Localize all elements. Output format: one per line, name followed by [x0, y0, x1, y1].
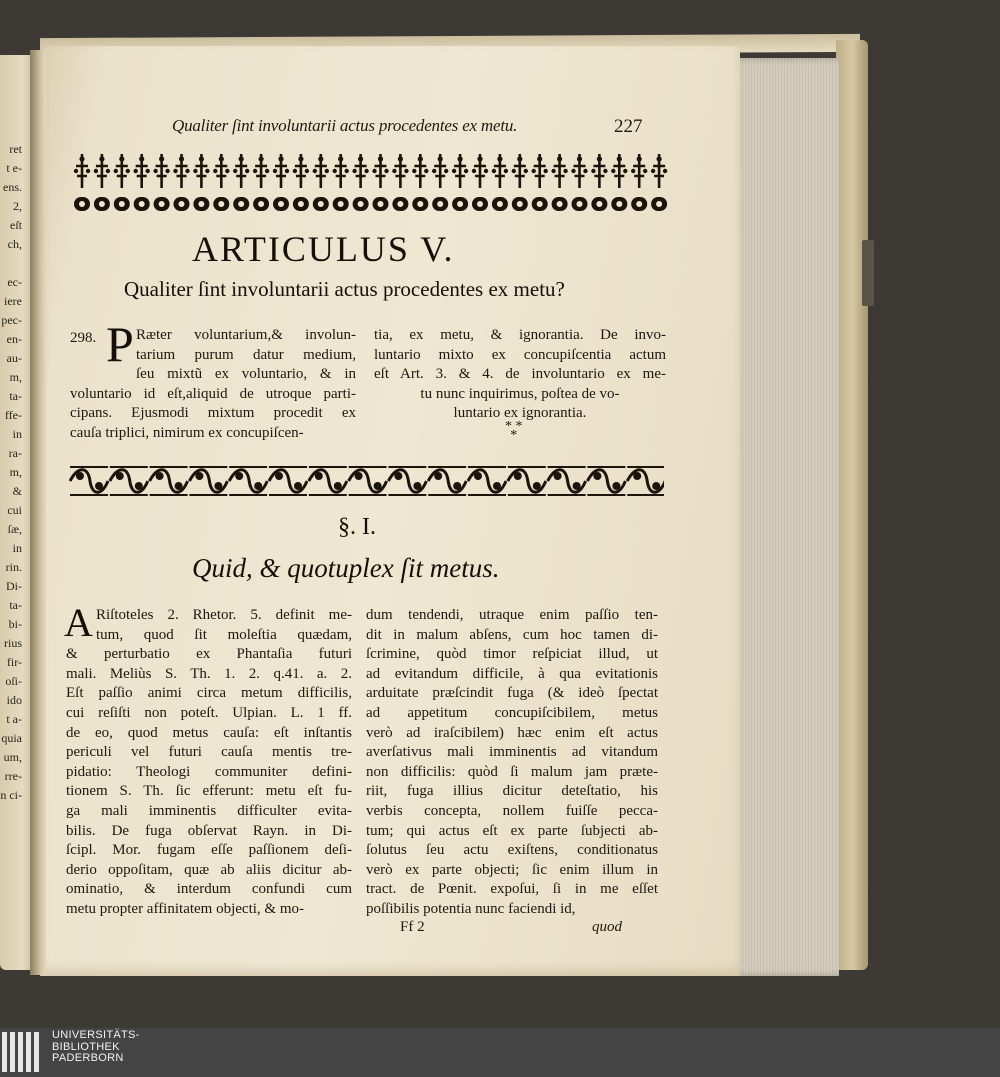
drop-cap-a: A	[64, 600, 93, 645]
text-line: & perturbatio ex Phantaſia futuri	[66, 646, 352, 663]
section-number: §. I.	[338, 514, 376, 540]
bleed-line: ret	[9, 142, 22, 156]
running-header-title: Qualiter ſint involuntarii actus procedentes ex metu.	[172, 116, 518, 135]
text-line: luntario ex ignorantia.	[453, 405, 587, 422]
text-line: tum, quod ſit moleſtia quædam,	[96, 626, 352, 643]
text-line: dum tendendi, utraque enim paſſio ten-	[366, 607, 658, 623]
bleed-line: ens.	[3, 180, 22, 194]
book-gutter	[30, 50, 46, 975]
bleed-line: rin.	[5, 560, 22, 574]
page-number: 227	[614, 116, 643, 137]
bleed-line: ta-	[9, 389, 22, 403]
text-line: pidatio: Theologi communiter defini-	[66, 763, 352, 780]
library-name-line-1: UNIVERSITÄTS-	[52, 1029, 140, 1041]
article-subtitle: Qualiter ſint involuntarii actus procedentes ex metu?	[124, 277, 565, 301]
bleed-line: bi-	[8, 617, 22, 631]
text-line: tu nunc inquirimus, poſtea de vo-	[420, 385, 620, 402]
bleed-line: &	[12, 484, 22, 498]
fleuron-mark	[452, 154, 468, 211]
fleuron-mark	[532, 154, 548, 211]
vine-mark	[150, 467, 188, 495]
asterism: * * *	[505, 419, 523, 443]
section-title: Quid, & quotuplex ſit metus.	[192, 553, 500, 583]
bleed-line: rre-	[4, 769, 22, 783]
fleuron-mark	[571, 154, 587, 211]
middle-ornament-band	[66, 464, 664, 498]
bleed-line: ch,	[7, 237, 22, 251]
vine-mark	[468, 467, 506, 495]
vine-mark	[309, 467, 347, 495]
text-line: riit, fuga illius dicitur deteſtatio, his	[366, 783, 658, 800]
vine-mark	[627, 467, 664, 495]
section-left-column	[64, 600, 352, 920]
library-logo-icon	[0, 1028, 44, 1077]
text-line: tarium purum datur medium,	[136, 346, 356, 363]
fleuron-mark	[233, 154, 249, 211]
fleuron-mark	[333, 154, 349, 211]
fleuron-mark	[551, 154, 567, 211]
bleed-line: pec-	[1, 313, 22, 327]
fleuron-mark	[432, 154, 448, 211]
vine-mark	[269, 467, 307, 495]
text-line: tionem S. Th. ſic efferunt: metu eſt fu-	[66, 783, 352, 800]
bleed-line: m,	[9, 370, 22, 384]
bleed-line: t a-	[6, 712, 22, 726]
intro-right-column	[374, 326, 666, 424]
library-footer-bar	[0, 1028, 1000, 1077]
bleed-line: rius	[4, 636, 22, 650]
bleed-line: iere	[4, 294, 22, 308]
text-line: ſeu mixtũ ex voluntario, & in	[136, 366, 356, 383]
text-line: mali. Meliùs S. Th. 1. 2. q.41. a. 2.	[66, 665, 352, 682]
fleuron-mark	[372, 154, 388, 211]
fleuron-mark	[74, 154, 90, 211]
fleuron-mark	[392, 154, 408, 211]
page-fore-edge	[727, 58, 839, 976]
vine-mark	[587, 467, 625, 495]
vine-mark	[548, 467, 586, 495]
bleed-line: ra-	[8, 446, 22, 460]
fleuron-mark	[512, 154, 528, 211]
text-line: cauſa triplici, nimirum ex concupiſcen-	[70, 424, 304, 441]
article-title: ARTICULUS V.	[192, 229, 455, 269]
text-line: bilis. De fuga obſervat Rayn. in Di-	[66, 822, 352, 839]
text-line: derio oppoſitam, quæ ab aliis dicitur ab-	[66, 861, 352, 878]
bleed-line: n ci-	[0, 788, 22, 802]
text-line: ſolutus ſeu actu exiſtens, conditionatus	[366, 842, 658, 859]
fleuron-mark	[651, 154, 667, 211]
bleed-line: ffe-	[4, 408, 22, 422]
text-line: Riſtoteles 2. Rhetor. 5. definit me-	[96, 607, 352, 623]
bleed-line: cui	[7, 503, 22, 517]
bleed-line: in	[12, 541, 22, 555]
bleed-line: ta-	[9, 598, 22, 612]
text-line: ad appetitum concupiſcibilem, metus	[366, 704, 658, 721]
catchword: quod	[592, 919, 622, 935]
bleed-line: 2,	[13, 199, 22, 213]
fleuron-mark	[134, 154, 150, 211]
fleuron-mark	[293, 154, 309, 211]
text-line: ga mali imminentis difficulter evita-	[66, 802, 352, 819]
vine-mark	[229, 467, 267, 495]
fleuron-mark	[313, 154, 329, 211]
text-line: cipans. Ejusmodi mixtum procedit ex	[70, 405, 356, 422]
fleuron-mark	[114, 154, 130, 211]
text-line: ſcipl. Mor. fugam eſſe paſſionem deſi-	[66, 842, 352, 859]
fleuron-mark	[94, 154, 110, 211]
fleuron-mark	[193, 154, 209, 211]
vine-mark	[428, 467, 466, 495]
text-line: verò ad iraſcibilem) hæc enim eſt actus	[366, 724, 658, 741]
vine-mark	[388, 467, 426, 495]
text-line: de eo, quod metus cauſa: eſt inſtantis	[66, 724, 352, 741]
text-line: Eſt paſſio animi circa metum difficilis,	[66, 685, 352, 702]
fleuron-mark	[153, 154, 169, 211]
fleuron-mark	[273, 154, 289, 211]
intro-left-column	[70, 326, 356, 444]
text-line: periculi vel futuri cauſa mentis tre-	[66, 744, 352, 761]
bleed-line	[0, 254, 22, 273]
bleed-line: um,	[3, 750, 22, 764]
text-line: cui reſiſti non poteſt. Ulpian. L. 1 ff.	[66, 704, 352, 721]
bleed-line: Di-	[6, 579, 22, 593]
bleed-line: oſi-	[5, 674, 22, 688]
fleuron-mark	[591, 154, 607, 211]
vine-mark	[110, 467, 148, 495]
text-line: arduitate præſcindit fuga (& ideò ſpectat	[366, 685, 658, 702]
text-line: poſſibilis potentia nunc faciendi id,	[366, 900, 576, 917]
section-right-column	[366, 606, 658, 920]
text-line: luntario mixto ex concupiſcentia actum	[374, 346, 666, 363]
text-line: voluntario id eſt,aliquid de utroque parti-	[70, 385, 356, 402]
text-line: ad evitandum difficile, à qua evitationis	[366, 665, 658, 682]
fleuron-mark	[253, 154, 269, 211]
text-line: non difficilis: quòd ſi malum jam præte-	[366, 763, 658, 780]
text-line: verbis concepta, nollem fuiſſe pecca-	[366, 802, 658, 819]
fleuron-mark	[631, 154, 647, 211]
book-clasp	[862, 240, 874, 306]
fleuron-mark	[492, 154, 508, 211]
bleed-line: en-	[6, 332, 22, 346]
text-line: tia, ex metu, & ignorantia. De invo-	[374, 327, 666, 343]
fleuron-mark	[611, 154, 627, 211]
bleed-line: ido	[6, 693, 22, 707]
fleuron-mark	[472, 154, 488, 211]
text-line: eſt Art. 3. & 4. de involuntario ex me-	[374, 366, 666, 383]
text-line: tum; qui actus eſt ex parte ſubjecti ab-	[366, 822, 658, 839]
head-ornament-band	[72, 152, 670, 214]
paragraph-number: 298.	[70, 330, 97, 346]
text-line: ominatio, & interdum confundi cum	[66, 881, 352, 898]
vine-mark	[349, 467, 387, 495]
vine-mark	[70, 467, 108, 495]
left-page-bleed-text	[0, 140, 22, 805]
signature-mark: Ff 2	[400, 919, 425, 935]
vine-mark	[189, 467, 227, 495]
text-line: tract. de Pœnit. expoſui, ſi in me eſſet	[366, 881, 658, 898]
bleed-line: ſæ,	[7, 522, 22, 536]
bleed-line: eſt	[10, 218, 22, 232]
book-cover-edge	[836, 40, 868, 970]
library-name-line-2: BIBLIOTHEK	[52, 1040, 120, 1053]
bleed-line: quia	[1, 731, 22, 745]
bleed-line: au-	[6, 351, 22, 365]
bleed-line: t e-	[6, 161, 22, 175]
fleuron-mark	[352, 154, 368, 211]
library-name-line-3: PADERBORN	[52, 1052, 124, 1064]
fleuron-mark	[173, 154, 189, 211]
text-line: averſativus mali imminentis ad vitandum	[366, 744, 658, 761]
bleed-line: fir-	[6, 655, 22, 669]
bleed-line: ec-	[7, 275, 22, 289]
vine-mark	[508, 467, 546, 495]
library-name	[52, 1030, 140, 1065]
text-line: Ræter voluntarium,& involun-	[136, 327, 356, 343]
fleuron-mark	[213, 154, 229, 211]
text-line: metu propter affinitatem objecti, & mo-	[66, 900, 304, 917]
drop-cap-p: P	[106, 316, 134, 372]
text-line: dit in malum abſens, cum hoc tamen di-	[366, 626, 658, 643]
bleed-line: m,	[9, 465, 22, 479]
text-line: verò ex parte objecti; ſic enim illum in	[366, 861, 658, 878]
fleuron-mark	[412, 154, 428, 211]
text-line: ſcrimine, quòd timor reſpiciat illud, ut	[366, 646, 658, 663]
bleed-line: in	[12, 427, 22, 441]
